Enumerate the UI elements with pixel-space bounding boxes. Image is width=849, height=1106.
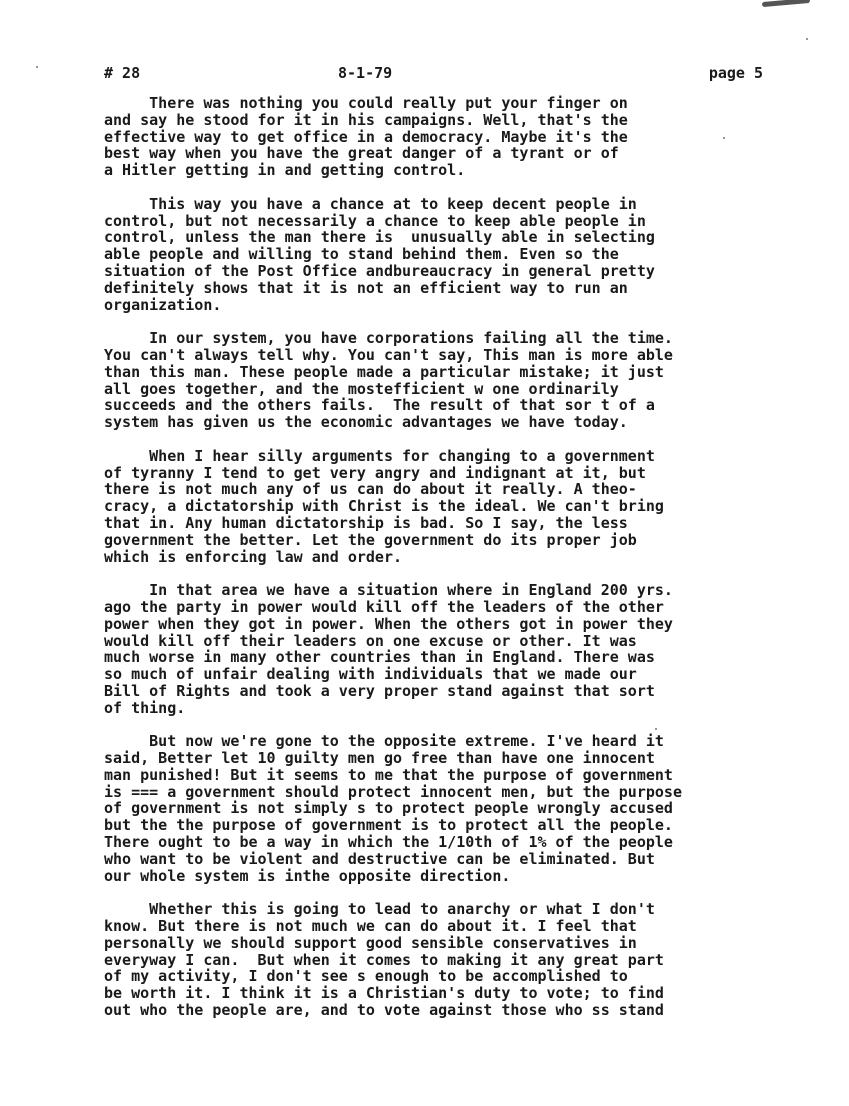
page-number: page 5 [708,64,763,82]
document-date: 8-1-79 [338,64,393,82]
body-text [104,95,804,1019]
pen-stroke-mark [762,0,810,7]
paragraph: But now we're gone to the opposite extreme. I've heard it said, Better let 10 guilty men go free than have one innocent man punished! But it seems to me that the purpose of government is === a government should protect innocent men, but the purpose of government is not simply s to protect people wrongly accused but the the purpose of government is to protect all the people. There ought to be a way in which the 1/10th of 1% of the people who want to be violent and destructive can be eliminated. But our whole system is inthe opposite direction. [104,732,682,885]
paragraph: In our system, you have corporations failing all the time. You can't always tell why. You can't say, This man is more able than this man. These people made a particular mistake; it just all goes together, and the mostefficient w one ordinarily succeeds and the others fails. The result of that sor t of a system has given us the economic advantages we have today. [104,329,673,432]
paragraph: There was nothing you could really put your finger on and say he stood for it in his campaigns. Well, that's the effective way to get office in a democracy. Maybe it's the best way when you have the great danger of a tyrant or of a Hitler getting in and getting control. [104,94,628,180]
paragraph: In that area we have a situation where in England 200 yrs. ago the party in power would kill off the leaders of the other power when they got in power. When the others got in power they would kill off their leaders on one excuse or other. It was much worse in many other countries than in England. There was so much of unfair dealing with individuals that we made our Bill of Rights and took a very proper stand against that sort of thing. [104,581,673,717]
document-number: # 28 [104,64,141,82]
paragraph: When I hear silly arguments for changing to a government of tyranny I tend to get very angry and indignant at it, but there is not much any of us can do about it really. A theo- cracy, a dictatorship with Christ is the ideal. We can't bring that in. Any human dictatorship is bad. So I say, the less government the better. Let the government do its proper job which is enforcing law and order. [104,446,664,566]
paragraph: Whether this is going to lead to anarchy or what I don't know. But there is not much we can do about it. I feel that personally we should support good sensible conservatives in everyway I can. But when it comes to making it any great part of my activity, I don't see s enough to be accomplished to be worth it. I think it is a Christian's duty to vote; to find out who the people are, and to vote against those who ss stand [104,900,664,1020]
paragraph: This way you have a chance at to keep decent people in control, but not necessarily a chance to keep able people in control, unless the man there is unusually able in selecting able people and willing to stand behind them. Even so the situation of the Post Office andbureaucracy in general pretty definitely shows that it is not an efficient way to run an organization. [104,194,655,314]
page-header [0,64,849,86]
scan-speck [806,38,808,40]
